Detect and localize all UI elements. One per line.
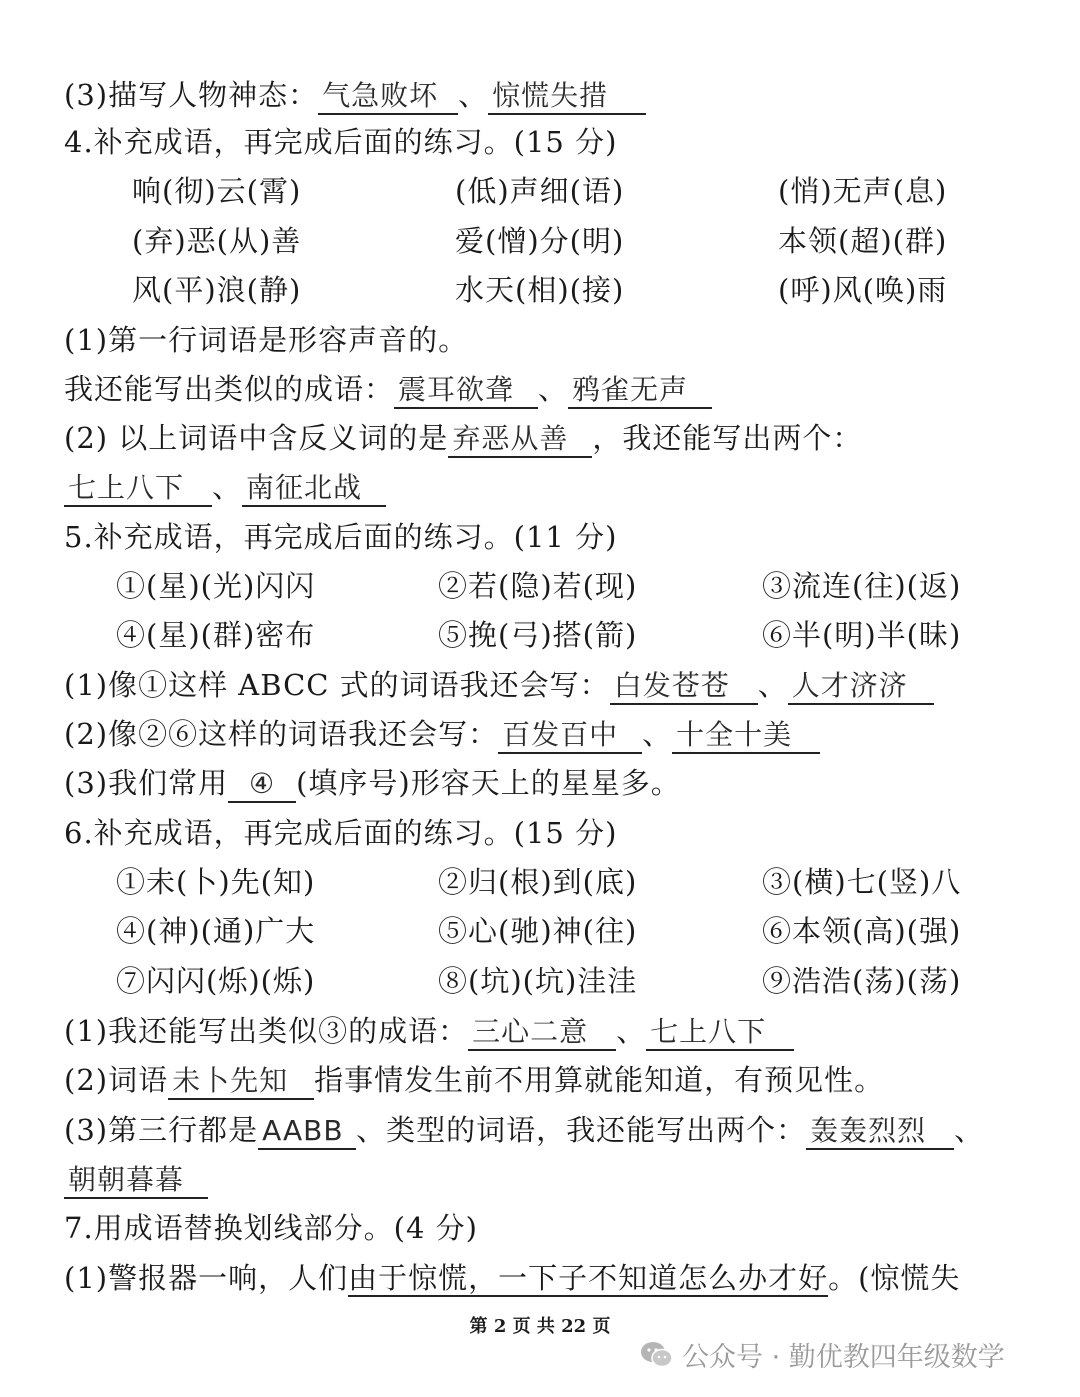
answer-blank: 七上八下 (646, 1015, 794, 1051)
prompt-text: 我还能写出类似的成语： (64, 372, 395, 406)
answer-blank: 气急败坏 (318, 79, 458, 115)
underlined-phrase: 由于惊慌，一下子不知道怎么办才好 (348, 1261, 829, 1295)
line-q3-describe (64, 72, 646, 118)
q5-part1 (64, 662, 934, 708)
page-footer: 第 2 页 共 22 页 (469, 1316, 611, 1337)
idiom-cell: (悄)无声(息) (778, 174, 948, 208)
idiom-cell: ④(神)(通)广大 (116, 914, 316, 948)
prompt-text: (3)描写人物神态： (64, 78, 319, 112)
answer-blank: 鸦雀无声 (568, 373, 712, 409)
q7-part1 (64, 1255, 960, 1301)
idiom-cell: 爱(憎)分(明) (455, 224, 625, 258)
q6-part2 (64, 1057, 884, 1103)
idiom-cell: (呼)风(唤)雨 (778, 273, 948, 307)
idiom-cell: ⑤心(驰)神(往) (438, 914, 638, 948)
q5-part2 (64, 711, 820, 757)
answer-blank: 南征北战 (242, 471, 386, 507)
prompt-text: (3)我们常用 (64, 766, 229, 800)
prompt-text: (1)我还能写出类似③的成语： (64, 1014, 469, 1048)
idiom-cell: ⑦闪闪(烁)(烁) (116, 964, 316, 998)
q5-part3 (64, 760, 681, 806)
question-4-title: 4.补充成语，再完成后面的练习。(15 分) (64, 125, 618, 159)
separator: 、 (757, 668, 788, 702)
prompt-text: (1)警报器一响，人们 (64, 1261, 349, 1295)
prompt-text: (填序号)形容天上的星星多。 (296, 766, 681, 800)
prompt-text: (2)词语 (64, 1063, 169, 1097)
idiom-cell: ①(星)(光)闪闪 (116, 569, 316, 603)
prompt-text: 指事情发生前不用算就能知道，有预见性。 (314, 1063, 885, 1097)
separator: 、 (212, 470, 243, 504)
prompt-text: (2)像②⑥这样的词语我还会写： (64, 717, 499, 751)
idiom-cell: ③流连(往)(返) (762, 569, 962, 603)
idiom-cell: ③(横)七(竖)八 (762, 865, 962, 899)
idiom-cell: ②若(隐)若(现) (438, 569, 638, 603)
q6-part3-answer (64, 1156, 208, 1202)
q4-part1: (1)第一行词语是形容声音的。 (64, 323, 469, 357)
answer-blank: 朝朝暮暮 (64, 1163, 208, 1199)
prompt-text: (3)第三行都是 (64, 1113, 259, 1147)
separator: 、 (642, 717, 673, 751)
answer-blank: AABB (258, 1114, 356, 1150)
idiom-cell: 响(彻)云(霄) (132, 174, 302, 208)
answer-blank: 弃恶从善 (448, 422, 592, 458)
question-7-title: 7.用成语替换划线部分。(4 分) (64, 1211, 478, 1245)
idiom-cell: ⑥半(明)半(昧) (762, 618, 962, 652)
answer-blank: 惊慌失措 (488, 79, 646, 115)
answer-blank: ④ (228, 767, 296, 803)
idiom-cell: 风(平)浪(静) (132, 273, 302, 307)
question-5-title: 5.补充成语，再完成后面的练习。(11 分) (64, 520, 618, 554)
answer-blank: 未卜先知 (168, 1064, 314, 1100)
answer-blank: 人才济济 (788, 669, 934, 705)
prompt-text: ，我还能写出两个： (592, 421, 863, 455)
idiom-cell: ④(星)(群)密布 (116, 618, 316, 652)
separator: 、 (616, 1014, 647, 1048)
separator: 、 (954, 1113, 985, 1147)
prompt-text: (2) 以上词语中含反义词的是 (64, 421, 449, 455)
answer-blank: 轰轰烈烈 (806, 1114, 954, 1150)
answer-blank: 七上八下 (64, 471, 212, 507)
q6-part3 (64, 1107, 984, 1153)
idiom-cell: (低)声细(语) (455, 174, 625, 208)
idiom-cell: ①未(卜)先(知) (116, 865, 316, 899)
idiom-cell: ⑧(坑)(坑)洼洼 (438, 964, 638, 998)
q4-part2-answer (64, 464, 386, 510)
question-6-title: 6.补充成语，再完成后面的练习。(15 分) (64, 816, 618, 850)
idiom-cell: 水天(相)(接) (455, 273, 625, 307)
q4-part2 (64, 415, 862, 461)
idiom-cell: ⑥本领(高)(强) (762, 914, 962, 948)
idiom-cell: ⑨浩浩(荡)(荡) (762, 964, 962, 998)
q4-part1-answer (64, 366, 712, 412)
separator: 、 (458, 78, 489, 112)
watermark-text: 公众号 · 勤优教四年级数学 (682, 1341, 1005, 1373)
prompt-text: 、类型的词语，我还能写出两个： (356, 1113, 807, 1147)
idiom-cell: (弃)恶(从)善 (132, 224, 302, 258)
wechat-icon (640, 1340, 672, 1368)
prompt-text: 。(惊慌失 (828, 1261, 961, 1295)
answer-blank: 震耳欲聋 (394, 373, 538, 409)
idiom-cell: 本领(超)(群) (778, 224, 948, 258)
answer-blank: 三心二意 (468, 1015, 616, 1051)
idiom-cell: ⑤挽(弓)搭(箭) (438, 618, 638, 652)
prompt-text: (1)像①这样 ABCC 式的词语我还会写： (64, 668, 610, 702)
answer-blank: 百发百中 (498, 718, 642, 754)
separator: 、 (538, 372, 569, 406)
watermark (640, 1332, 1005, 1376)
answer-blank: 十全十美 (672, 718, 820, 754)
q6-part1 (64, 1008, 794, 1054)
idiom-cell: ②归(根)到(底) (438, 865, 638, 899)
answer-blank: 白发苍苍 (610, 669, 758, 705)
